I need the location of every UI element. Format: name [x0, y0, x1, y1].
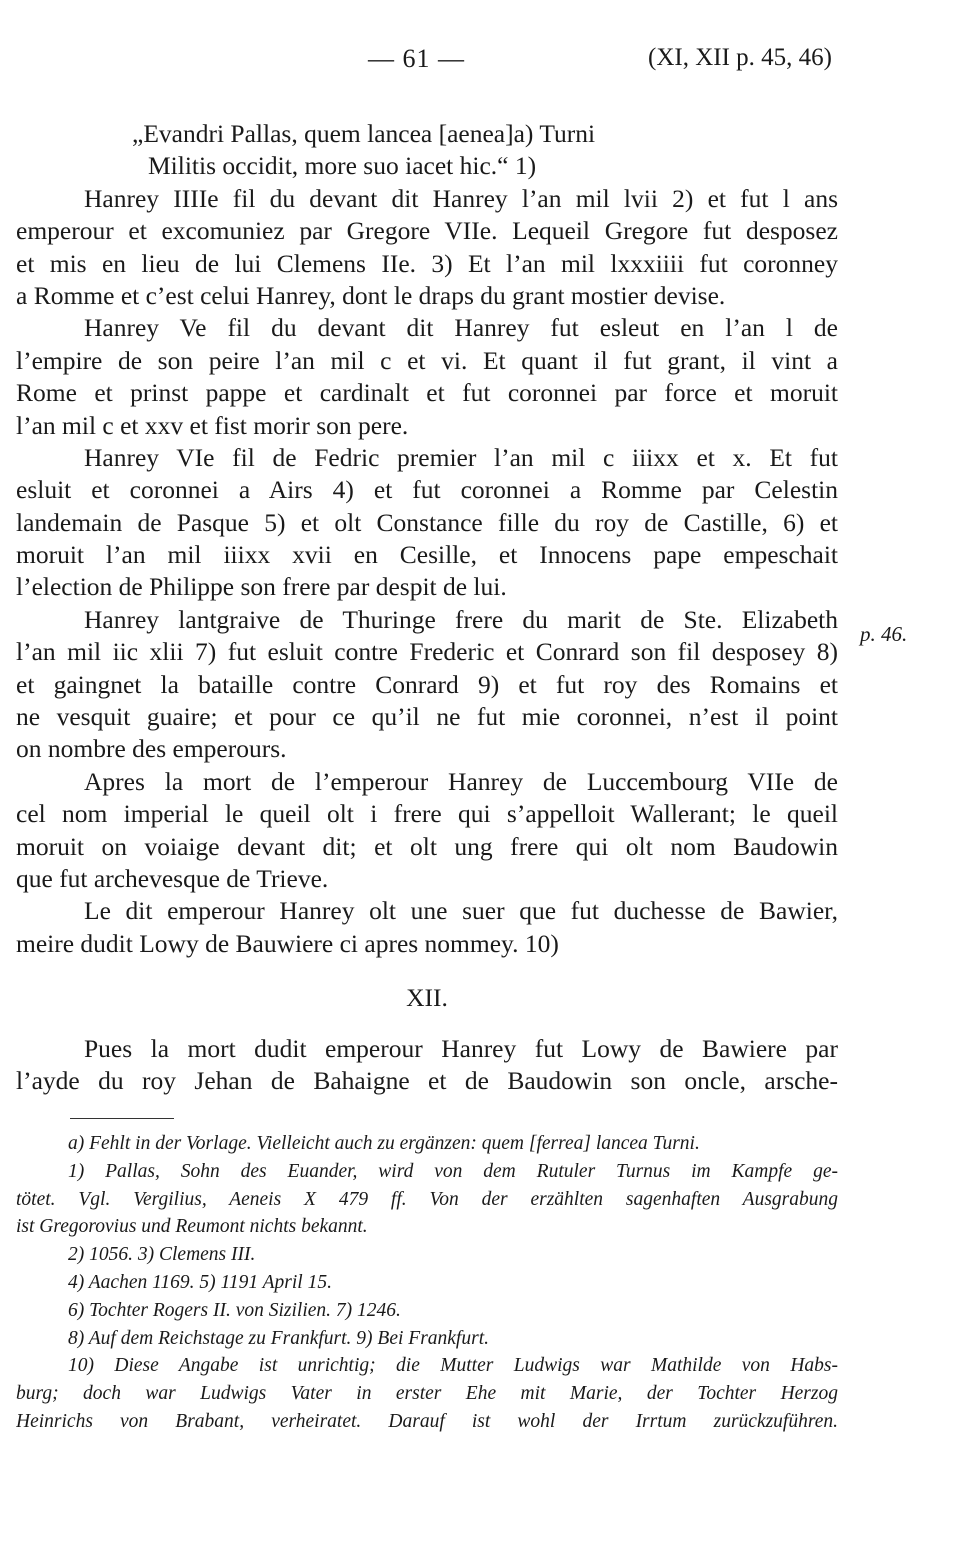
text-line: meire dudit Lowy de Bauwiere ci apres nommey. 10): [16, 928, 559, 958]
text-line: Rome et prinst pappe et cardinalt et fut coronnei par force et moruit: [16, 378, 838, 408]
text-line: landemain de Pasque 5) et olt Constance fille du roy de Castille, 6) et: [16, 507, 838, 537]
text-line: moruit on voiaige devant dit; et olt ung frere qui olt nom Baudowin: [16, 831, 838, 861]
text-line: Hanrey VIe fil de Fedric premier l’an mil c iiixx et x. Et fut: [84, 442, 838, 472]
text-line: Militis occidit, more suo iacet hic.“ 1): [148, 151, 537, 181]
text-line: l’an mil c et xxv et fist morir son pere.: [16, 410, 409, 440]
footnote-line: ist Gregorovius und Reumont nichts bekannt.: [16, 1216, 368, 1238]
text-line: et gaingnet la bataille contre Conrard 9) et fut roy des Romains et: [16, 669, 838, 699]
section-heading: XII.: [406, 983, 448, 1013]
text-line: a Romme et c’est celui Hanrey, dont le draps du grant mostier devise.: [16, 280, 726, 310]
text-line: et mis en lieu de lui Clemens IIe. 3) Et l’an mil lxxxiiii fut coronney: [16, 248, 838, 278]
text-line: moruit l’an mil iiixx xvii en Cesille, et Innocens pape empeschait: [16, 540, 838, 570]
footnote-divider: [70, 1118, 174, 1119]
footnote-line: 4) Aachen 1169. 5) 1191 April 15.: [68, 1271, 332, 1293]
text-line: ne vesquit guaire; et pour ce qu’il ne fut mie coronnei, n’est il point: [16, 702, 838, 732]
text-line: que fut archevesque de Trieve.: [16, 863, 329, 893]
text-line: Hanrey IIIIe fil du devant dit Hanrey l’an mil lvii 2) et fut l ans: [84, 183, 838, 213]
page-header: [0, 44, 960, 84]
text-line: on nombre des emperours.: [16, 734, 287, 764]
text-line: Pues la mort dudit emperour Hanrey fut Lowy de Bawiere par: [84, 1033, 838, 1063]
footnote-line: Heinrichs von Brabant, verheiratet. Darauf ist wohl der Irrtum zurückzuführen.: [16, 1410, 838, 1432]
footnote-line: burg; doch war Ludwigs Vater in erster Ehe mit Marie, der Tochter Herzog: [16, 1383, 838, 1405]
footnote-line: 2) 1056. 3) Clemens III.: [68, 1244, 256, 1266]
text-line: „Evandri Pallas, quem lancea [aenea]a) Turni: [132, 119, 596, 148]
footnote-line: tötet. Vgl. Vergilius, Aeneis X 479 ff. Von der erzählten sagenhaften Ausgrabung: [16, 1188, 838, 1210]
footnote-line: 8) Auf dem Reichstage zu Frankfurt. 9) Bei Frankfurt.: [68, 1327, 489, 1349]
footnote-line: 1) Pallas, Sohn des Euander, wird von dem Rutuler Turnus im Kampfe ge-: [68, 1160, 838, 1182]
main-text: [16, 118, 838, 1097]
text-line: emperour et excomuniez par Gregore VIIe. Lequeil Gregore fut desposez: [16, 216, 838, 246]
footnote-line: a) Fehlt in der Vorlage. Vielleicht auch zu ergänzen: quem [ferrea] lancea Turni.: [68, 1133, 700, 1154]
footnotes: [16, 1130, 838, 1436]
text-line: l’empire de son peire l’an mil c et vi. Et quant il fut grant, il vint a: [16, 345, 838, 375]
text-line: l’election de Philippe son frere par despit de lui.: [16, 572, 507, 602]
text-line: Apres la mort de l’emperour Hanrey de Luccembourg VIIe de: [84, 766, 838, 796]
text-line: l’ayde du roy Jehan de Bahaigne et de Baudowin son oncle, arsche-: [16, 1065, 838, 1095]
section-paragraph: [16, 1033, 838, 1098]
text-line: l’an mil iic xlii 7) fut esluit contre Frederic et Conrard son fil desposey 8): [16, 637, 838, 667]
footnote-line: 10) Diese Angabe ist unrichtig; die Mutter Ludwigs war Mathilde von Habs-: [68, 1355, 838, 1377]
margin-page-note: p. 46.: [860, 622, 908, 646]
text-line: Le dit emperour Hanrey olt une suer que fut duchesse de Bawier,: [84, 896, 838, 926]
main-paragraphs: [16, 118, 838, 960]
footnote-line: 6) Tochter Rogers II. von Sizilien. 7) 1246.: [68, 1299, 401, 1321]
text-line: cel nom imperial le queil olt i frere qui s’appelloit Wallerant; le queil: [16, 799, 838, 829]
page-number: — 61 —: [368, 44, 465, 73]
text-line: esluit et coronnei a Airs 4) et fut coronnei a Romme par Celestin: [16, 475, 838, 505]
text-line: Hanrey lantgraive de Thuringe frere du marit de Ste. Elizabeth: [84, 604, 838, 634]
page-reference: (XI, XII p. 45, 46): [648, 44, 832, 71]
text-line: Hanrey Ve fil du devant dit Hanrey fut esleut en l’an l de: [84, 313, 838, 343]
